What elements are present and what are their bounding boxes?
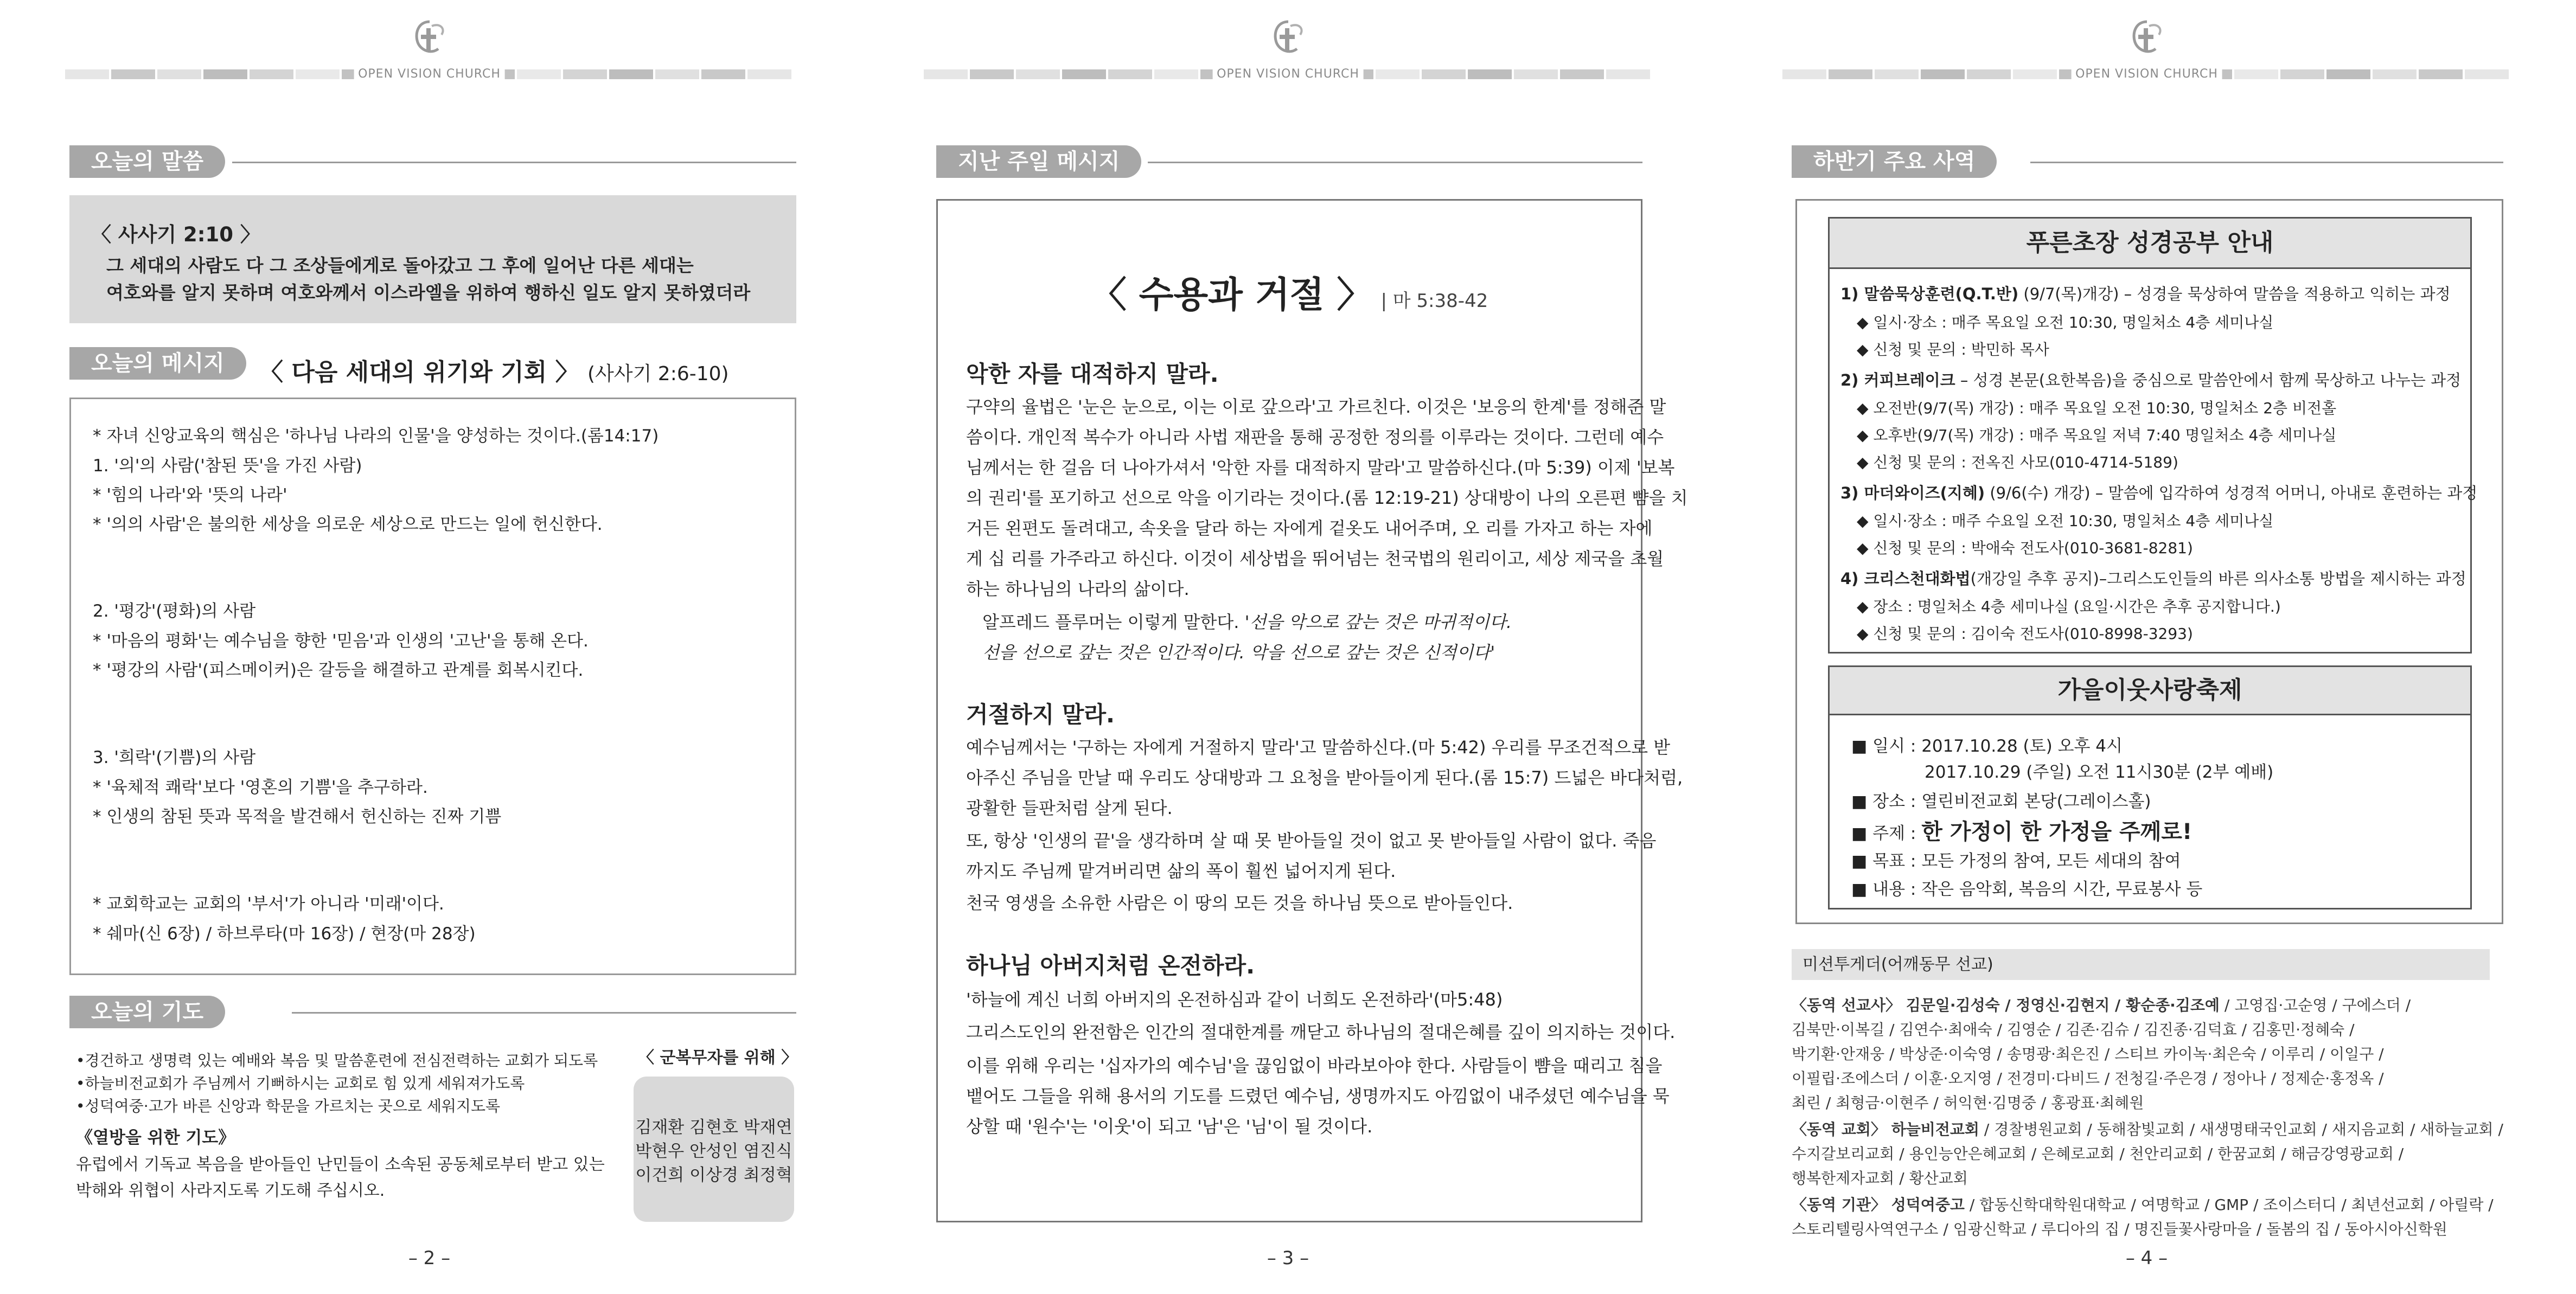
- header: [859, 11, 1717, 81]
- church-name: OPEN VISION CHURCH: [1212, 67, 1364, 81]
- message-line: * 교회학교는 교회의 '부서'가 아니라 '미래'이다.: [93, 894, 444, 914]
- mission-line: [1792, 1142, 2404, 1164]
- study-item-name: 3) 마더와이즈(지혜): [1840, 484, 1985, 502]
- sermon-title: [938, 266, 1641, 317]
- message-line: 3. '희락'(기쁨)의 사람: [93, 748, 256, 767]
- message-line: * '육체적 쾌락'보다 '영혼의 기쁨'을 추구하라.: [93, 778, 428, 797]
- military-names-line: 이건희 이상경 최정혁: [635, 1165, 792, 1185]
- mission-text: 최린 / 최형금·이현주 / 허익현·김명중 / 홍광표·최혜원: [1792, 1094, 2144, 1112]
- church-logo-icon: [2125, 16, 2169, 65]
- festival-title: 가을이웃사랑축제: [1830, 667, 2470, 715]
- mission-line: [1792, 994, 2411, 1015]
- message-line: * '마음의 평화'는 예수님을 향한 '믿음'과 인생의 '고난'을 통해 온다.: [93, 631, 589, 651]
- festival-item: ■ 장소 : 열린비전교회 본당(그레이스홀): [1851, 792, 2151, 811]
- festival-item: ■ 목표 : 모든 가정의 참여, 모든 세대의 참여: [1851, 851, 2181, 871]
- study-detail: ◆ 신청 및 문의 : 박민하 목사: [1857, 341, 2049, 358]
- heading-pill: 오늘의 기도: [69, 996, 225, 1028]
- sermon-line: 이를 위해 우리는 '십자가의 예수님'을 끊임없이 바라보아야 한다. 사람들이 뺨을 때리고 침을: [966, 1055, 1663, 1076]
- bible-study-box: [1828, 217, 2478, 654]
- study-item-desc: – 성경 본문(요한복음)을 중심으로 말씀안에서 함께 묵상하고 나누는 과정: [1955, 371, 2462, 389]
- message-line: * '힘의 나라'와 '뜻의 나라': [93, 485, 287, 505]
- sermon-quote-line: 선을 선으로 갚는 것은 인간적이다. 악을 선으로 갚는 것은 신적이다': [982, 642, 1495, 663]
- heading-pill: 오늘의 메시지: [69, 347, 246, 380]
- study-item-desc: (개강일 추후 공지)–그리스도인들의 바른 의사소통 방법을 제시하는 과정: [1970, 569, 2466, 588]
- message-section-heading: [69, 347, 254, 383]
- sermon-line: 또, 항상 '인생의 끝'을 생각하며 살 때 못 받아들일 것이 없고 못 받아들일 사람이 없다. 죽음: [966, 830, 1657, 851]
- church-name: OPEN VISION CHURCH: [2071, 67, 2222, 81]
- heading-pill: 하반기 주요 사역: [1792, 145, 1997, 178]
- heading-pill: 오늘의 말씀: [69, 145, 225, 178]
- festival-item-label: ■ 주제 :: [1851, 824, 1922, 843]
- sermon-title-text: 〈 수용과 거절 〉: [1090, 274, 1373, 316]
- heading-pill: 지난 주일 메시지: [936, 145, 1141, 178]
- military-title: 〈 군복무자를 위해 〉: [638, 1048, 798, 1067]
- prayer-item: •경건하고 생명력 있는 예배와 복음 및 말씀훈련에 전심전력하는 교회가 되도록: [76, 1052, 598, 1069]
- sermon-reference: | 마 5:38-42: [1380, 290, 1488, 312]
- festival-theme: 한 가정이 한 가정을 주께로!: [1921, 819, 2193, 844]
- mission-text: 행복한제자교회 / 황산교회: [1792, 1169, 1968, 1187]
- message-line: * '평강의 사람'(피스메이커)은 갈등을 해결하고 관계를 회복시킨다.: [93, 661, 584, 680]
- message-line: 2. '평강'(평화)의 사람: [93, 601, 256, 621]
- prayer-item: •하늘비전교회가 주님께서 기뻐하시는 교회로 힘 있게 세워져가도록: [76, 1074, 525, 1092]
- message-title-text: 〈 다음 세대의 위기와 기회 〉: [259, 358, 579, 386]
- church-name: OPEN VISION CHURCH: [354, 67, 505, 81]
- study-item-desc: (9/7(목)개강) – 성경을 묵상하여 말씀을 적용하고 익히는 과정: [2018, 285, 2451, 303]
- study-item-name: 2) 커피브레이크: [1840, 371, 1955, 389]
- message-title: [259, 353, 729, 387]
- sermon-line: 게 십 리를 가주라고 하신다. 이것이 세상법을 뛰어넘는 천국법의 원리이고, 세상 제국을 초월: [966, 548, 1664, 569]
- mission-text: 김북만·이복길 / 김연수·최애숙 / 김영순 / 김존·김슈 / 김진종·김덕효 / 김홍민·정혜숙 /: [1792, 1021, 2355, 1039]
- sermon-line: 예수님께서는 '구하는 자에게 거절하지 말라'고 말씀하신다.(마 5:42) 우리를 무조건적으로 받: [966, 737, 1671, 758]
- mission-line: [1792, 1018, 2355, 1040]
- festival-box: [1828, 665, 2472, 909]
- mission-title: 미션투게더(어깨동무 선교): [1792, 949, 2490, 980]
- verse-box: [69, 195, 796, 323]
- mission-text: 이필립·조에스더 / 이훈·오지영 / 전경미·다비드 / 전청길·주은경 / 정아나 / 정제순·홍정옥 /: [1792, 1069, 2384, 1087]
- mission-bold: 〈동역 교회〉 하늘비전교회: [1792, 1120, 1979, 1138]
- sermon-point-heading: 거절하지 말라.: [966, 701, 1115, 728]
- festival-item: ■ 일시 : 2017.10.28 (토) 오후 4시: [1851, 736, 2123, 756]
- mission-line: [1792, 1167, 1968, 1188]
- study-item: [1840, 368, 2461, 390]
- study-detail: ◆ 일시·장소 : 매주 목요일 오전 10:30, 명일처소 4층 세미나실: [1857, 313, 2274, 331]
- festival-item: [1851, 815, 2192, 845]
- header: [1717, 11, 2576, 81]
- study-detail: ◆ 신청 및 문의 : 김이숙 전도사(010-8998-3293): [1857, 625, 2193, 643]
- sermon-point-heading: 악한 자를 대적하지 말라.: [966, 361, 1219, 387]
- mission-text: 수지갈보리교회 / 용인능안은혜교회 / 은혜로교회 / 천안리교회 / 한꿈교회 / 해금강영광교회 /: [1792, 1145, 2404, 1163]
- mission-text: / 고영집·고순영 / 구에스더 /: [2219, 996, 2411, 1014]
- festival-item: 2017.10.29 (주일) 오전 11시30분 (2부 예배): [1925, 763, 2274, 782]
- sermon-line: 광활한 들판처럼 살게 된다.: [966, 798, 1173, 818]
- prayer-sub-line: 유럽에서 기독교 복음을 받아들인 난민들이 소속된 공동체로부터 받고 있는: [76, 1155, 605, 1174]
- message-line: * 자녀 신앙교육의 핵심은 '하나님 나라의 인물'을 양성하는 것이다.(롬14:17): [93, 426, 659, 446]
- prayer-sub-heading: 《열방을 위한 기도》: [76, 1128, 235, 1148]
- word-section-heading: [69, 145, 796, 181]
- page-2: [0, 0, 859, 1294]
- mission-text: 스토리텔링사역연구소 / 임광신학교 / 루디아의 집 / 명진들꽃사랑마을 / 돌봄의 집 / 동아시아신학원: [1792, 1220, 2447, 1238]
- message-line: 1. '의'의 사람('참된 뜻'을 가진 사람): [93, 456, 362, 476]
- divider: [2030, 162, 2503, 163]
- verse-reference: 〈 사사기 2:10 〉: [91, 223, 260, 246]
- page-3: [859, 0, 1717, 1294]
- sermon-line: 의 권리'를 포기하고 선으로 악을 이기라는 것이다.(롬 12:19-21) 상대방이 나의 오른편 뺨을 치: [966, 488, 1688, 508]
- sermon-line: 구약의 율법은 '눈은 눈으로, 이는 이로 갚으라'고 가르친다. 이것은 '보응의 한계'를 정해준 말: [966, 396, 1666, 417]
- sermon-line: 거든 왼편도 돌려대고, 속옷을 달라 하는 자에게 겉옷도 내어주며, 오 리를 가자고 하는 자에: [966, 518, 1653, 539]
- military-names-box: [634, 1077, 794, 1222]
- mission-line: [1792, 1042, 2384, 1064]
- study-item: [1840, 282, 2451, 304]
- prayer-section-heading: [69, 996, 796, 1032]
- sermon-line: 님께서는 한 걸음 더 나아가셔서 '악한 자를 대적하지 말라'고 말씀하신다.(마 5:39) 이제 '보복: [966, 457, 1675, 478]
- divider: [1148, 162, 1642, 163]
- festival-item: ■ 내용 : 작은 음악회, 복음의 시간, 무료봉사 등: [1851, 880, 2203, 899]
- ministry-section-heading: [1792, 145, 2503, 181]
- page-4: [1717, 0, 2576, 1294]
- mission-line: [1792, 1091, 2144, 1113]
- mission-bold: 〈동역 기관〉 성덕여중고: [1792, 1196, 1965, 1214]
- study-detail: ◆ 오후반(9/7(목) 개강) : 매주 목요일 저녁 7:40 명일처소 4층 세미나실: [1857, 426, 2337, 444]
- message-reference: (사사기 2:6-10): [587, 363, 729, 385]
- study-item-desc: (9/6(수) 개강) – 말씀에 입각하여 성경적 어머니, 아내로 훈련하는 과정: [1985, 484, 2478, 502]
- church-logo-icon: [408, 16, 451, 65]
- sermon-line: '하늘에 계신 너희 아버지의 온전하심과 같이 너희도 온전하라'(마5:48): [966, 989, 1503, 1010]
- message-line: * 인생의 참된 뜻과 목적을 발견해서 헌신하는 진짜 기쁨: [93, 807, 502, 827]
- last-week-section-heading: [936, 145, 1642, 181]
- sermon-line: 그리스도인의 완전함은 인간의 절대한계를 깨닫고 하나님의 절대은혜를 깊이 의지하는 것이다.: [966, 1022, 1676, 1042]
- study-item-name: 1) 말씀묵상훈련(Q.T.반): [1840, 285, 2019, 303]
- sermon-line: 하는 하나님의 나라의 삶이다.: [966, 579, 1190, 599]
- message-line: * 쉐마(신 6장) / 하브루타(마 16장) / 현장(마 28장): [93, 924, 476, 944]
- mission-text: / 합동신학대학원대학교 / 여명학교 / GMP / 조이스터디 / 최년선교회 / 아릴락 /: [1964, 1196, 2494, 1214]
- divider: [232, 162, 796, 163]
- sermon-line: 씀이다. 개인적 복수가 아니라 사법 재판을 통해 공정한 정의를 이루라는 것이다. 그런데 예수: [966, 427, 1664, 447]
- mission-line: [1792, 1118, 2503, 1139]
- header: [0, 11, 859, 81]
- verse-line: 여호와를 알지 못하며 여호와께서 이스라엘을 위하여 행하신 일도 알지 못하였더라: [106, 282, 751, 303]
- mission-text: / 경찰병원교회 / 동해참빛교회 / 새생명태국인교회 / 새지음교회 / 새하늘교회 /: [1979, 1120, 2503, 1138]
- quote-text: '선을 악으로 갚는 것은 마귀적이다.: [1244, 612, 1512, 632]
- church-logo-icon: [1267, 16, 1310, 65]
- message-box: [69, 398, 796, 975]
- sermon-line: 뱉어도 그들을 위해 용서의 기도를 드렸던 예수님, 생명까지도 아낌없이 내주셨던 예수님을 묵: [966, 1086, 1670, 1106]
- verse-text: [106, 252, 790, 306]
- sermon-box: [936, 199, 1688, 1222]
- page-number: – 3 –: [1267, 1247, 1309, 1269]
- sermon-quote-line: [982, 608, 1512, 633]
- sermon-point-heading: 하나님 아버지처럼 온전하라.: [966, 952, 1255, 979]
- prayer-item: •성덕여중·고가 바른 신앙과 학문을 가르치는 곳으로 세워지도록: [76, 1097, 501, 1115]
- divider: [292, 1012, 796, 1014]
- mission-line: [1792, 1193, 2494, 1215]
- study-detail: ◆ 신청 및 문의 : 박애숙 전도사(010-3681-8281): [1857, 539, 2193, 557]
- sermon-line: 천국 영생을 소유한 사람은 이 땅의 모든 것을 하나님 뜻으로 받아들인다.: [966, 893, 1513, 913]
- study-item: [1840, 567, 2466, 589]
- quote-intro: 알프레드 플루머는 이렇게 말한다.: [982, 612, 1239, 632]
- message-line: * '의의 사람'은 불의한 세상을 의로운 세상으로 만드는 일에 헌신한다.: [93, 515, 603, 534]
- bible-study-title: 푸른초장 성경공부 안내: [1830, 219, 2470, 269]
- study-detail: ◆ 오전반(9/7(목) 개강) : 매주 목요일 오전 10:30, 명일처소 2층 비전홀: [1857, 399, 2337, 417]
- page-number: – 4 –: [2125, 1247, 2168, 1269]
- study-detail: ◆ 장소 : 명일처소 4층 세미나실 (요일·시간은 추후 공지합니다.): [1857, 598, 2281, 616]
- study-item-name: 4) 크리스천대화법: [1840, 569, 1971, 588]
- prayer-sub-line: 박해와 위협이 사라지도록 기도해 주십시오.: [76, 1181, 385, 1200]
- ministry-box: [1795, 199, 2503, 924]
- military-names-line: 김재환 김현호 박재연: [635, 1118, 792, 1137]
- page-number: – 2 –: [408, 1247, 451, 1269]
- sermon-line: 상할 때 '원수'는 '이웃'이 되고 '남'은 '님'이 될 것이다.: [966, 1116, 1373, 1137]
- mission-text: 박기환·안재웅 / 박상준·이숙영 / 송명광·최은진 / 스티브 카이녹·최은숙 / 이루리 / 이일구 /: [1792, 1045, 2384, 1063]
- military-names-line: 박현우 안성인 염진식: [635, 1142, 792, 1161]
- mission-line: [1792, 1218, 2447, 1239]
- sermon-line: 아주신 주님을 만날 때 우리도 상대방과 그 요청을 받아들이게 된다.(롬 15:7) 드넓은 바다처럼,: [966, 767, 1683, 788]
- mission-line: [1792, 1067, 2384, 1088]
- study-item: [1840, 481, 2477, 503]
- study-detail: ◆ 신청 및 문의 : 전옥진 사모(010-4714-5189): [1857, 453, 2178, 471]
- mission-bold: 〈동역 선교사〉 김문일·김성숙 / 정영신·김현지 / 황순종·김조예: [1792, 996, 2220, 1014]
- verse-line: 그 세대의 사람도 다 그 조상들에게로 돌아갔고 그 후에 일어난 다른 세대는: [106, 255, 694, 276]
- sermon-line: 까지도 주님께 맡겨버리면 삶의 폭이 훨씬 넓어지게 된다.: [966, 861, 1396, 881]
- study-detail: ◆ 일시·장소 : 매주 수요일 오전 10:30, 명일처소 4층 세미나실: [1857, 512, 2274, 530]
